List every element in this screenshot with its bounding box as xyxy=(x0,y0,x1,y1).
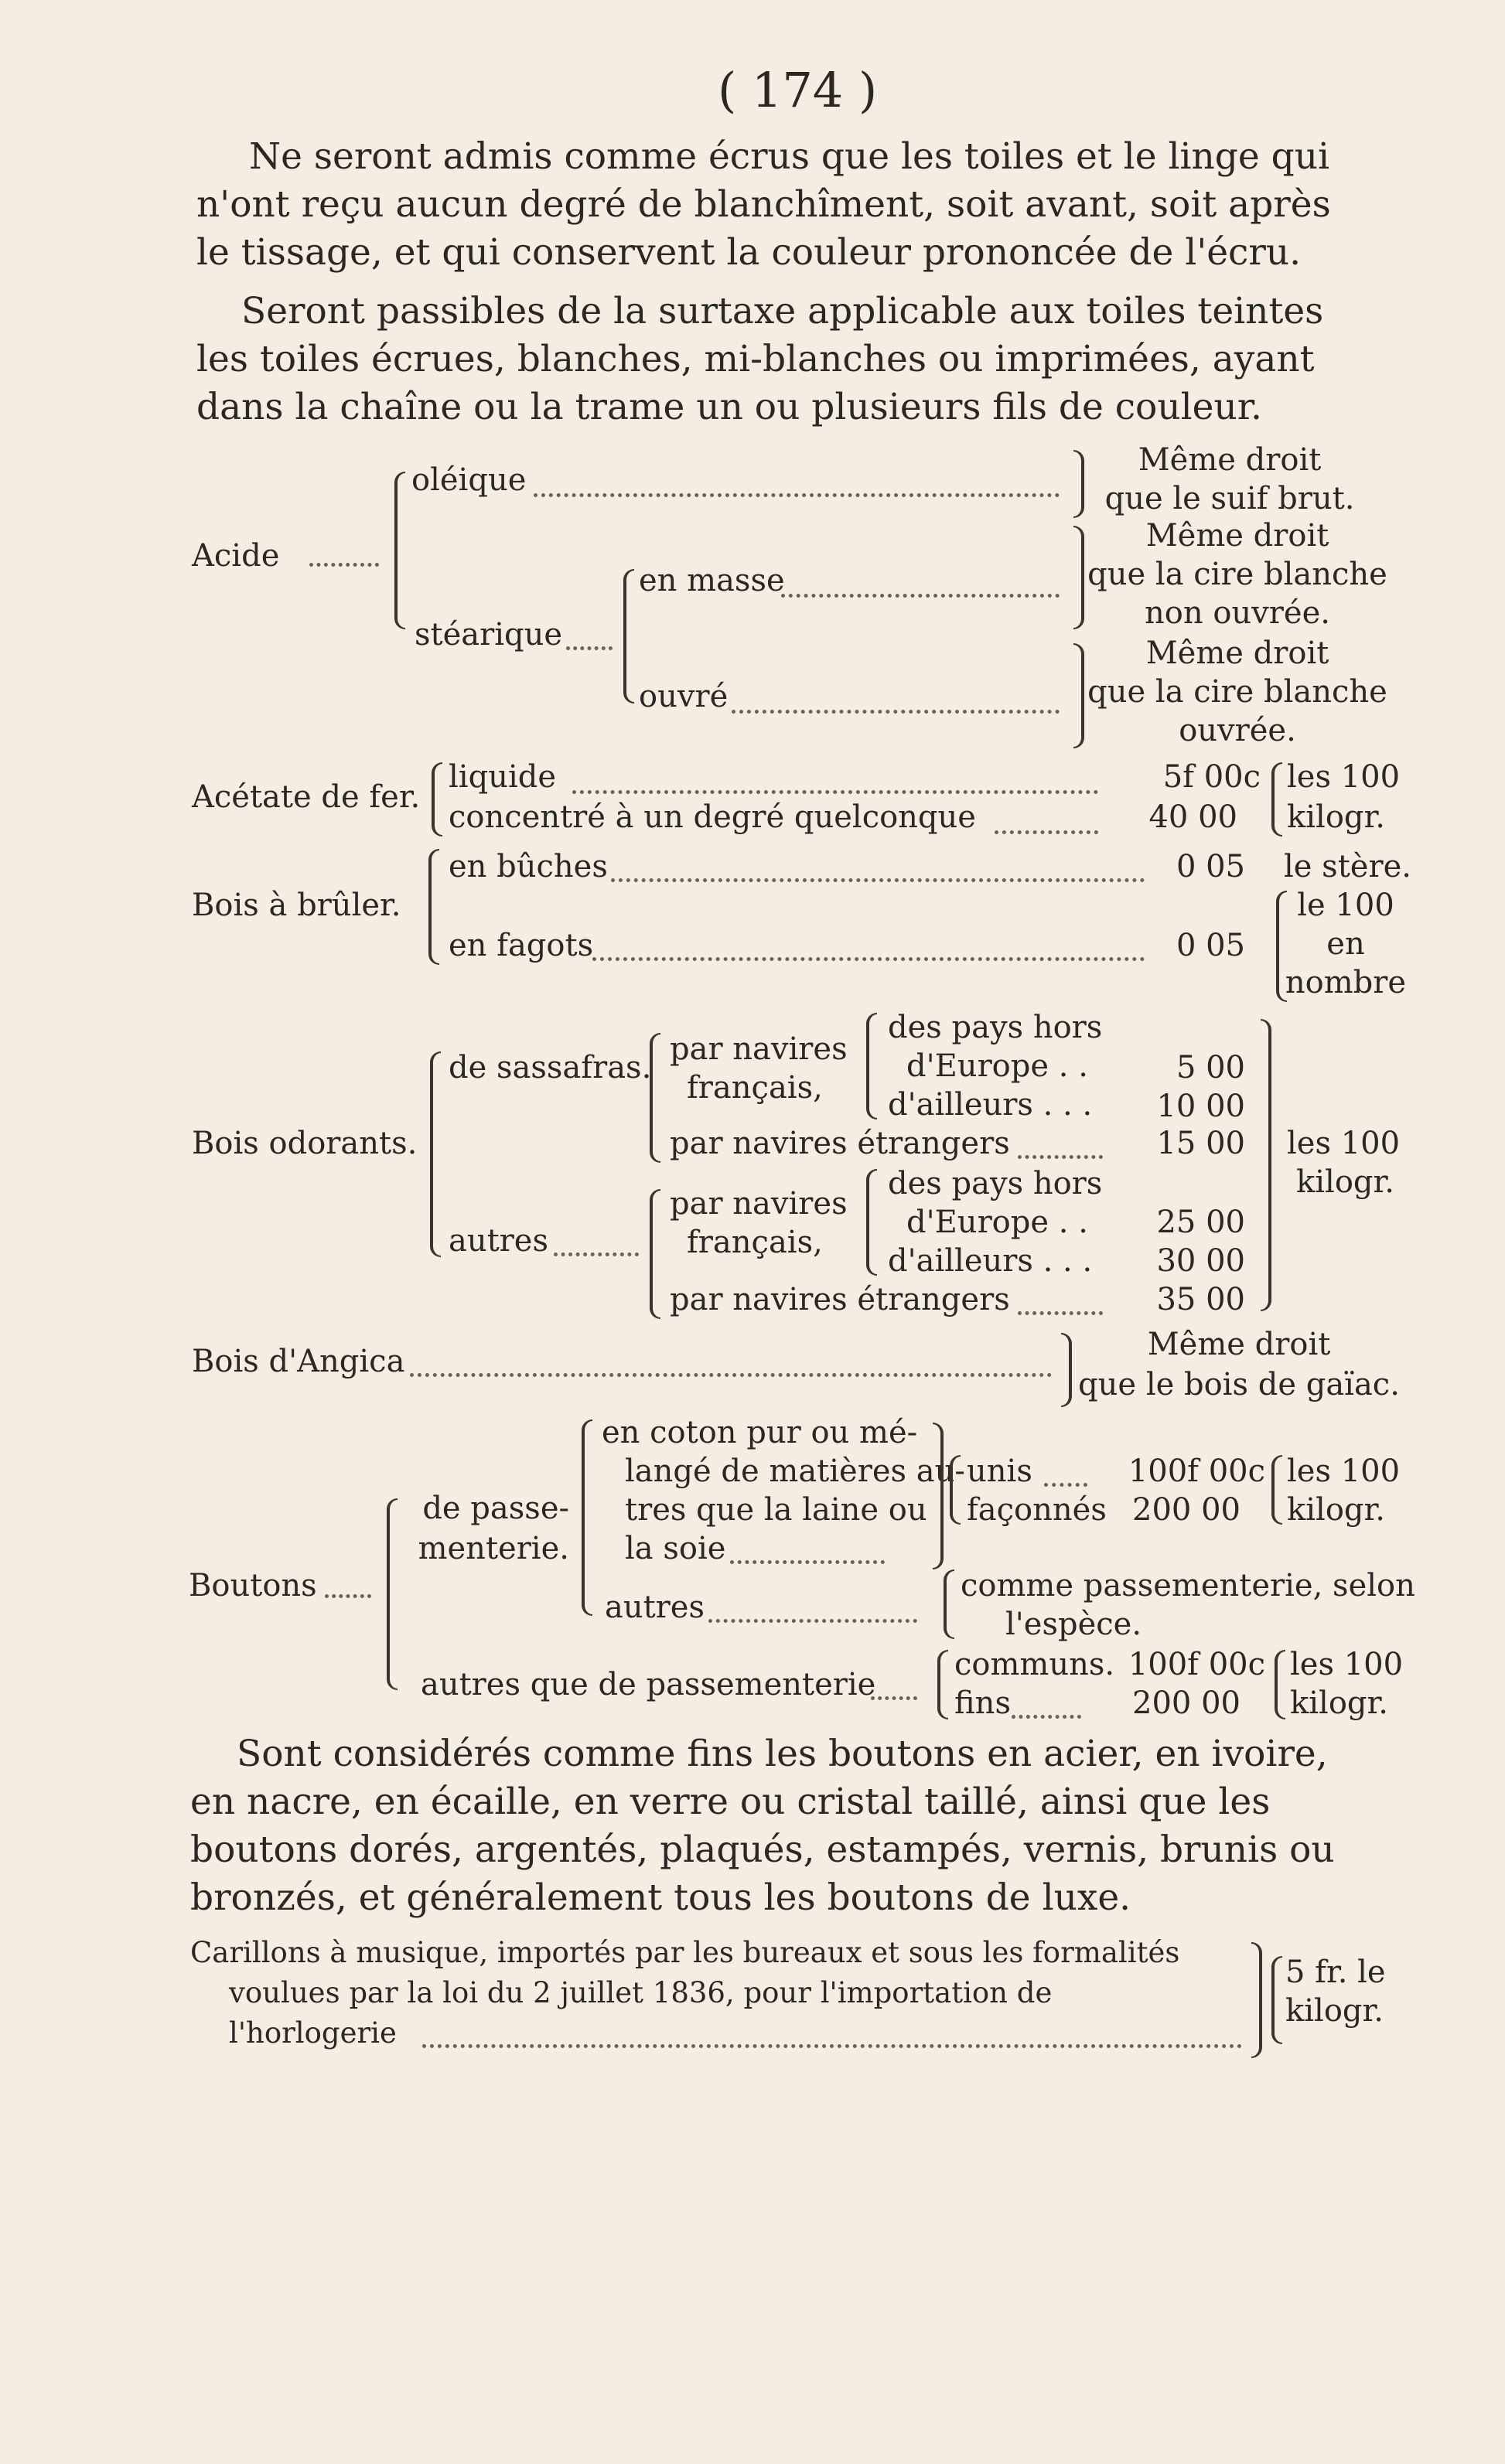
sassafras-ailleurs: d'ailleurs . . . xyxy=(888,1087,1093,1123)
boutons-communs: communs. xyxy=(954,1647,1115,1682)
odorants-unit-1: les 100 xyxy=(1287,1126,1401,1161)
autres-par-navires-etrangers: par navires étrangers xyxy=(670,1282,1010,1317)
buches-rate: 0 05 xyxy=(1176,849,1245,884)
carillons-line-2: voulues par la loi du 2 juillet 1836, pour l'importation de xyxy=(229,1976,1053,2009)
autres-duty-1: comme passementerie, selon xyxy=(961,1568,1415,1603)
autres-rate-1: 25 00 xyxy=(1156,1205,1245,1240)
autres-hors-1: des pays hors xyxy=(888,1166,1103,1201)
en-coton-1: en coton pur ou mé- xyxy=(602,1415,918,1450)
boutons-unis-rate: 100f 00c xyxy=(1128,1454,1265,1489)
fagots-unit-1: le 100 xyxy=(1297,888,1394,923)
autres-par-navires-2: français, xyxy=(687,1225,823,1260)
fagots-unit-2: en xyxy=(1326,926,1365,962)
page-number: ( 174 ) xyxy=(718,62,878,118)
fagots-rate: 0 05 xyxy=(1176,928,1245,963)
paragraph-3-line-3: boutons dorés, argentés, plaqués, estampés, vernis, brunis ou xyxy=(190,1828,1335,1871)
acetate-unit-2: kilogr. xyxy=(1287,799,1385,835)
acetate-label: Acétate de fer. xyxy=(192,779,421,815)
autres-hors-2: d'Europe . . xyxy=(906,1205,1088,1240)
sassafras-rate-3: 15 00 xyxy=(1156,1126,1245,1161)
autres-par-navires-1: par navires xyxy=(670,1186,848,1222)
boutons-faconnes-rate: 200 00 xyxy=(1132,1492,1241,1528)
paragraph-3-line-4: bronzés, et généralement tous les boutons de luxe. xyxy=(190,1876,1131,1919)
odorants-unit-2: kilogr. xyxy=(1296,1164,1394,1200)
paragraph-2-line-3: dans la chaîne ou la trame un ou plusieurs fils de couleur. xyxy=(196,386,1262,428)
buches-unit: le stère. xyxy=(1284,849,1411,884)
sassafras-par-navires-etrangers: par navires étrangers xyxy=(670,1126,1010,1161)
angica-duty-2: que le bois de gaïac. xyxy=(1078,1367,1400,1402)
paragraph-3-line-1: Sont considérés comme fins les boutons en acier, en ivoire, xyxy=(237,1733,1328,1775)
autres-rate-3: 35 00 xyxy=(1156,1282,1245,1317)
carillons-line-3: l'horlogerie xyxy=(229,2016,397,2050)
boutons-unis: unis xyxy=(967,1454,1032,1489)
boutons-fins-rate: 200 00 xyxy=(1132,1685,1241,1721)
acetate-concentre-rate: 40 00 xyxy=(1148,799,1237,835)
autres-rate-2: 30 00 xyxy=(1156,1243,1245,1279)
boutons-passementerie-2: menterie. xyxy=(418,1531,569,1566)
sassafras-rate-2: 10 00 xyxy=(1156,1089,1245,1124)
angica-duty-1: Même droit xyxy=(1147,1327,1331,1362)
en-masse-duty-2: que la cire blanche xyxy=(1087,557,1387,592)
paragraph-1-line-1: Ne seront admis comme écrus que les toiles et le linge qui xyxy=(249,135,1330,178)
sassafras-hors-2: d'Europe . . xyxy=(906,1048,1088,1084)
acide-stearique: stéarique xyxy=(415,617,563,653)
stearique-ouvre: ouvré xyxy=(639,679,729,714)
bois-bruler-buches: en bûches xyxy=(449,849,608,884)
en-coton-3: tres que la laine ou xyxy=(625,1492,927,1528)
odorants-autres: autres xyxy=(449,1223,549,1259)
en-masse-duty-1: Même droit xyxy=(1145,518,1329,554)
sassafras-par-navires-2: français, xyxy=(687,1070,823,1106)
carillons-duty-1: 5 fr. le xyxy=(1285,1955,1386,1990)
oleique-duty-2: que le suif brut. xyxy=(1104,481,1355,516)
boutons-faconnes: façonnés xyxy=(967,1492,1107,1528)
autres-que-unit-2: kilogr. xyxy=(1290,1685,1388,1721)
en-coton-4: la soie xyxy=(625,1531,726,1566)
sassafras-par-navires-1: par navires xyxy=(670,1031,848,1067)
acetate-unit-1: les 100 xyxy=(1287,759,1401,795)
acide-label: Acide xyxy=(192,538,280,574)
oleique-duty-1: Même droit xyxy=(1138,442,1322,478)
bois-angica-label: Bois d'Angica xyxy=(192,1344,405,1379)
autres-duty-2: l'espèce. xyxy=(1005,1607,1142,1642)
fagots-unit-3: nombre xyxy=(1285,965,1407,1000)
boutons-communs-rate: 100f 00c xyxy=(1128,1647,1265,1682)
boutons-autres-que: autres que de passementerie xyxy=(421,1667,876,1702)
en-masse-duty-3: non ouvrée. xyxy=(1145,595,1330,631)
boutons-passementerie-1: de passe- xyxy=(422,1491,569,1526)
acetate-liquide-rate: 5f 00c xyxy=(1162,759,1261,795)
bois-bruler-label: Bois à brûler. xyxy=(192,888,401,923)
autres-que-unit-1: les 100 xyxy=(1290,1647,1404,1682)
ouvre-duty-1: Même droit xyxy=(1145,636,1329,671)
bois-odorants-label: Bois odorants. xyxy=(192,1126,418,1161)
paragraph-1-line-3: le tissage, et qui conservent la couleur prononcée de l'écru. xyxy=(196,231,1302,274)
ouvre-duty-2: que la cire blanche xyxy=(1087,674,1387,710)
acetate-liquide: liquide xyxy=(449,759,557,795)
en-coton-2: langé de matières au- xyxy=(625,1454,965,1489)
ouvre-duty-3: ouvrée. xyxy=(1179,713,1296,748)
passementerie-unit-1: les 100 xyxy=(1287,1454,1401,1489)
boutons-fins: fins xyxy=(954,1685,1011,1721)
paragraph-2-line-2: les toiles écrues, blanches, mi-blanches ou imprimées, ayant xyxy=(196,338,1315,380)
odorants-sassafras: de sassafras. xyxy=(449,1050,652,1085)
paragraph-2-line-1: Seront passibles de la surtaxe applicable aux toiles teintes xyxy=(241,290,1324,332)
paragraph-3-line-2: en nacre, en écaille, en verre ou cristal taillé, ainsi que les xyxy=(190,1781,1271,1823)
sassafras-hors-1: des pays hors xyxy=(888,1010,1103,1045)
paragraph-1-line-2: n'ont reçu aucun degré de blanchîment, soit avant, soit après xyxy=(196,183,1331,226)
carillons-duty-2: kilogr. xyxy=(1285,1993,1384,2029)
sassafras-rate-1: 5 00 xyxy=(1176,1050,1245,1085)
passementerie-unit-2: kilogr. xyxy=(1287,1492,1385,1528)
acide-oleique: oléique xyxy=(411,462,527,498)
boutons-autres: autres xyxy=(605,1590,705,1625)
carillons-line-1: Carillons à musique, importés par les bureaux et sous les formalités xyxy=(190,1936,1180,1969)
bois-bruler-fagots: en fagots xyxy=(449,928,594,963)
autres-ailleurs: d'ailleurs . . . xyxy=(888,1243,1093,1279)
boutons-label: Boutons xyxy=(189,1568,317,1603)
stearique-en-masse: en masse xyxy=(639,563,785,598)
acetate-concentre: concentré à un degré quelconque xyxy=(449,799,976,835)
